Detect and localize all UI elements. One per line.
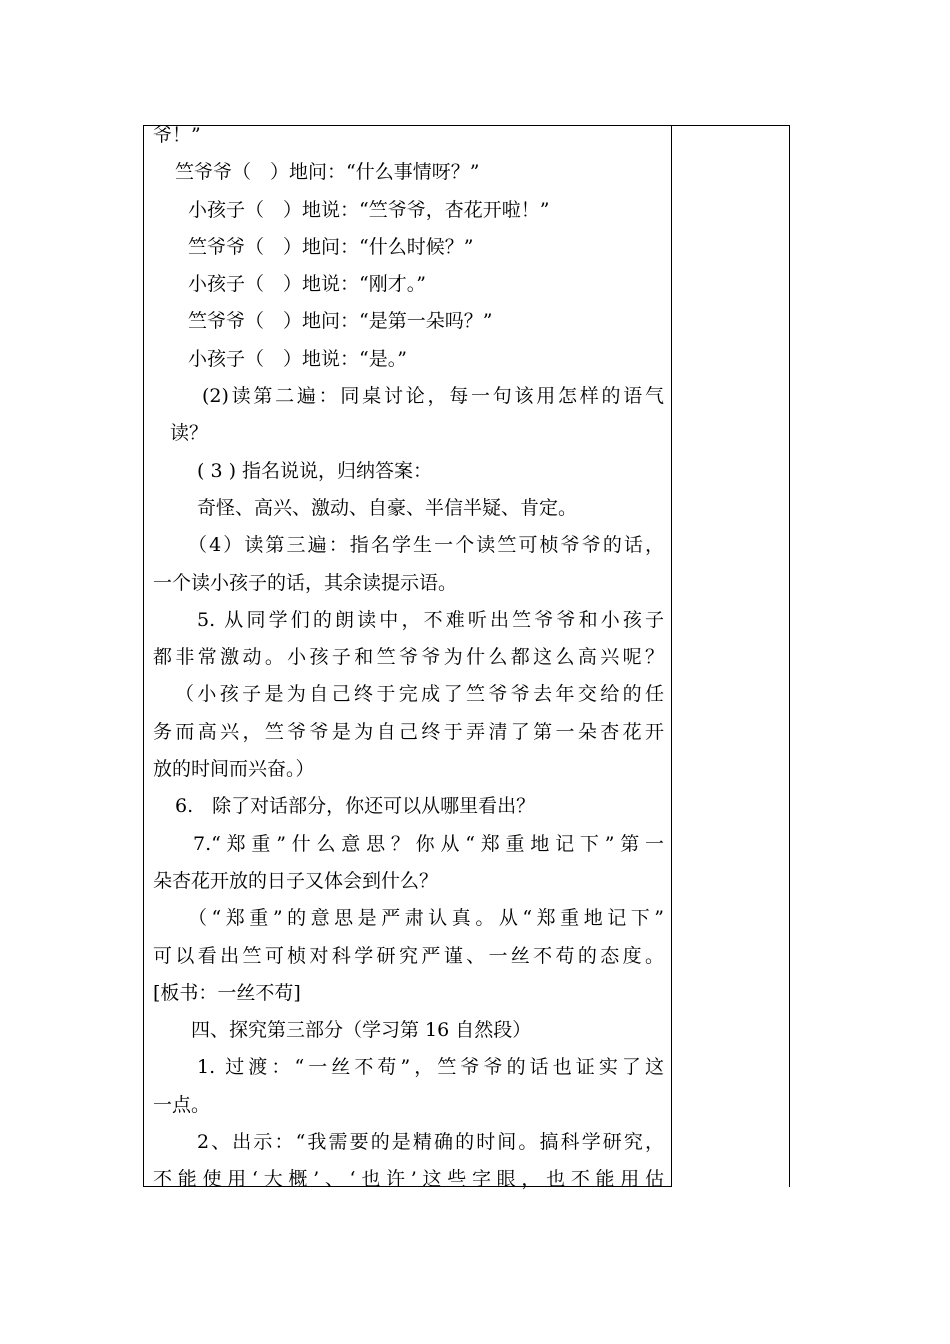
text-line: 爷！” [153, 124, 201, 146]
text-line: 放的时间而兴奋。） [153, 758, 315, 781]
text-line: （“郑重”的意思是严肃认真。从“郑重地记下” [188, 907, 664, 930]
text-line: 奇怪、高兴、激动、自豪、半信半疑、肯定。 [197, 496, 578, 519]
text-line: 可以看出竺可桢对科学研究严谨、一丝不苟的态度。 [153, 944, 664, 967]
text-line: （小孩子是为自己终于完成了竺爷爷去年交给的任 [175, 683, 664, 706]
text-line: (2)读第二遍：同桌讨论，每一句该用怎样的语气 [202, 385, 664, 408]
lesson-text-cell [153, 117, 664, 1199]
table-right-border [789, 125, 790, 1187]
dialogue-line: 竺爷爷（ ）地问：“什么时候？” [188, 235, 474, 258]
text-line: 都非常激动。小孩子和竺爷爷为什么都这么高兴呢？ [153, 646, 664, 669]
section-heading: 四、探究第三部分（学习第 16 自然段） [191, 1019, 532, 1042]
text-line: 务而高兴，竺爷爷是为自己终于弄清了第一朵杏花开 [153, 720, 664, 743]
text-line: 朵杏花开放的日子又体会到什么？ [153, 869, 439, 892]
text-line: 1. 过渡：“一丝不苟”，竺爷爷的话也证实了这 [197, 1056, 664, 1079]
text-line: 一个读小孩子的话，其余读提示语。 [153, 571, 458, 594]
text-line: 一点。 [153, 1093, 211, 1116]
table-left-border [143, 125, 144, 1187]
text-line: 2、出示：“我需要的是精确的时间。搞科学研究， [197, 1131, 664, 1154]
text-line: 7.“郑重”什么意思？你从“郑重地记下”第一 [193, 832, 664, 855]
dialogue-line: 小孩子（ ）地说：“是。” [188, 347, 407, 370]
text-line: （4）读第三遍：指名学生一个读竺可桢爷爷的话， [188, 534, 664, 557]
table-column-divider [671, 125, 672, 1187]
text-line: 读？ [170, 422, 209, 445]
dialogue-line: 小孩子（ ）地说：“竺爷爷，杏花开啦！” [188, 198, 550, 221]
dialogue-line: 小孩子（ ）地说：“刚才。” [188, 273, 426, 296]
text-line: ( 3 ) 指名说说，归纳答案： [197, 459, 433, 482]
text-line: [板书：一丝不苟] [153, 981, 301, 1004]
text-line: 5. 从同学们的朗读中，不难听出竺爷爷和小孩子 [197, 608, 664, 631]
text-line: 不能使用‘大概’、‘也许’这些字眼，也不能用估 [153, 1168, 664, 1191]
text-line: 6. 除了对话部分，你还可以从哪里看出？ [175, 795, 536, 818]
dialogue-line: 竺爷爷（ ）地问：“是第一朵吗？” [188, 310, 493, 333]
dialogue-line: 竺爷爷（ ）地问：“什么事情呀？” [175, 161, 480, 184]
